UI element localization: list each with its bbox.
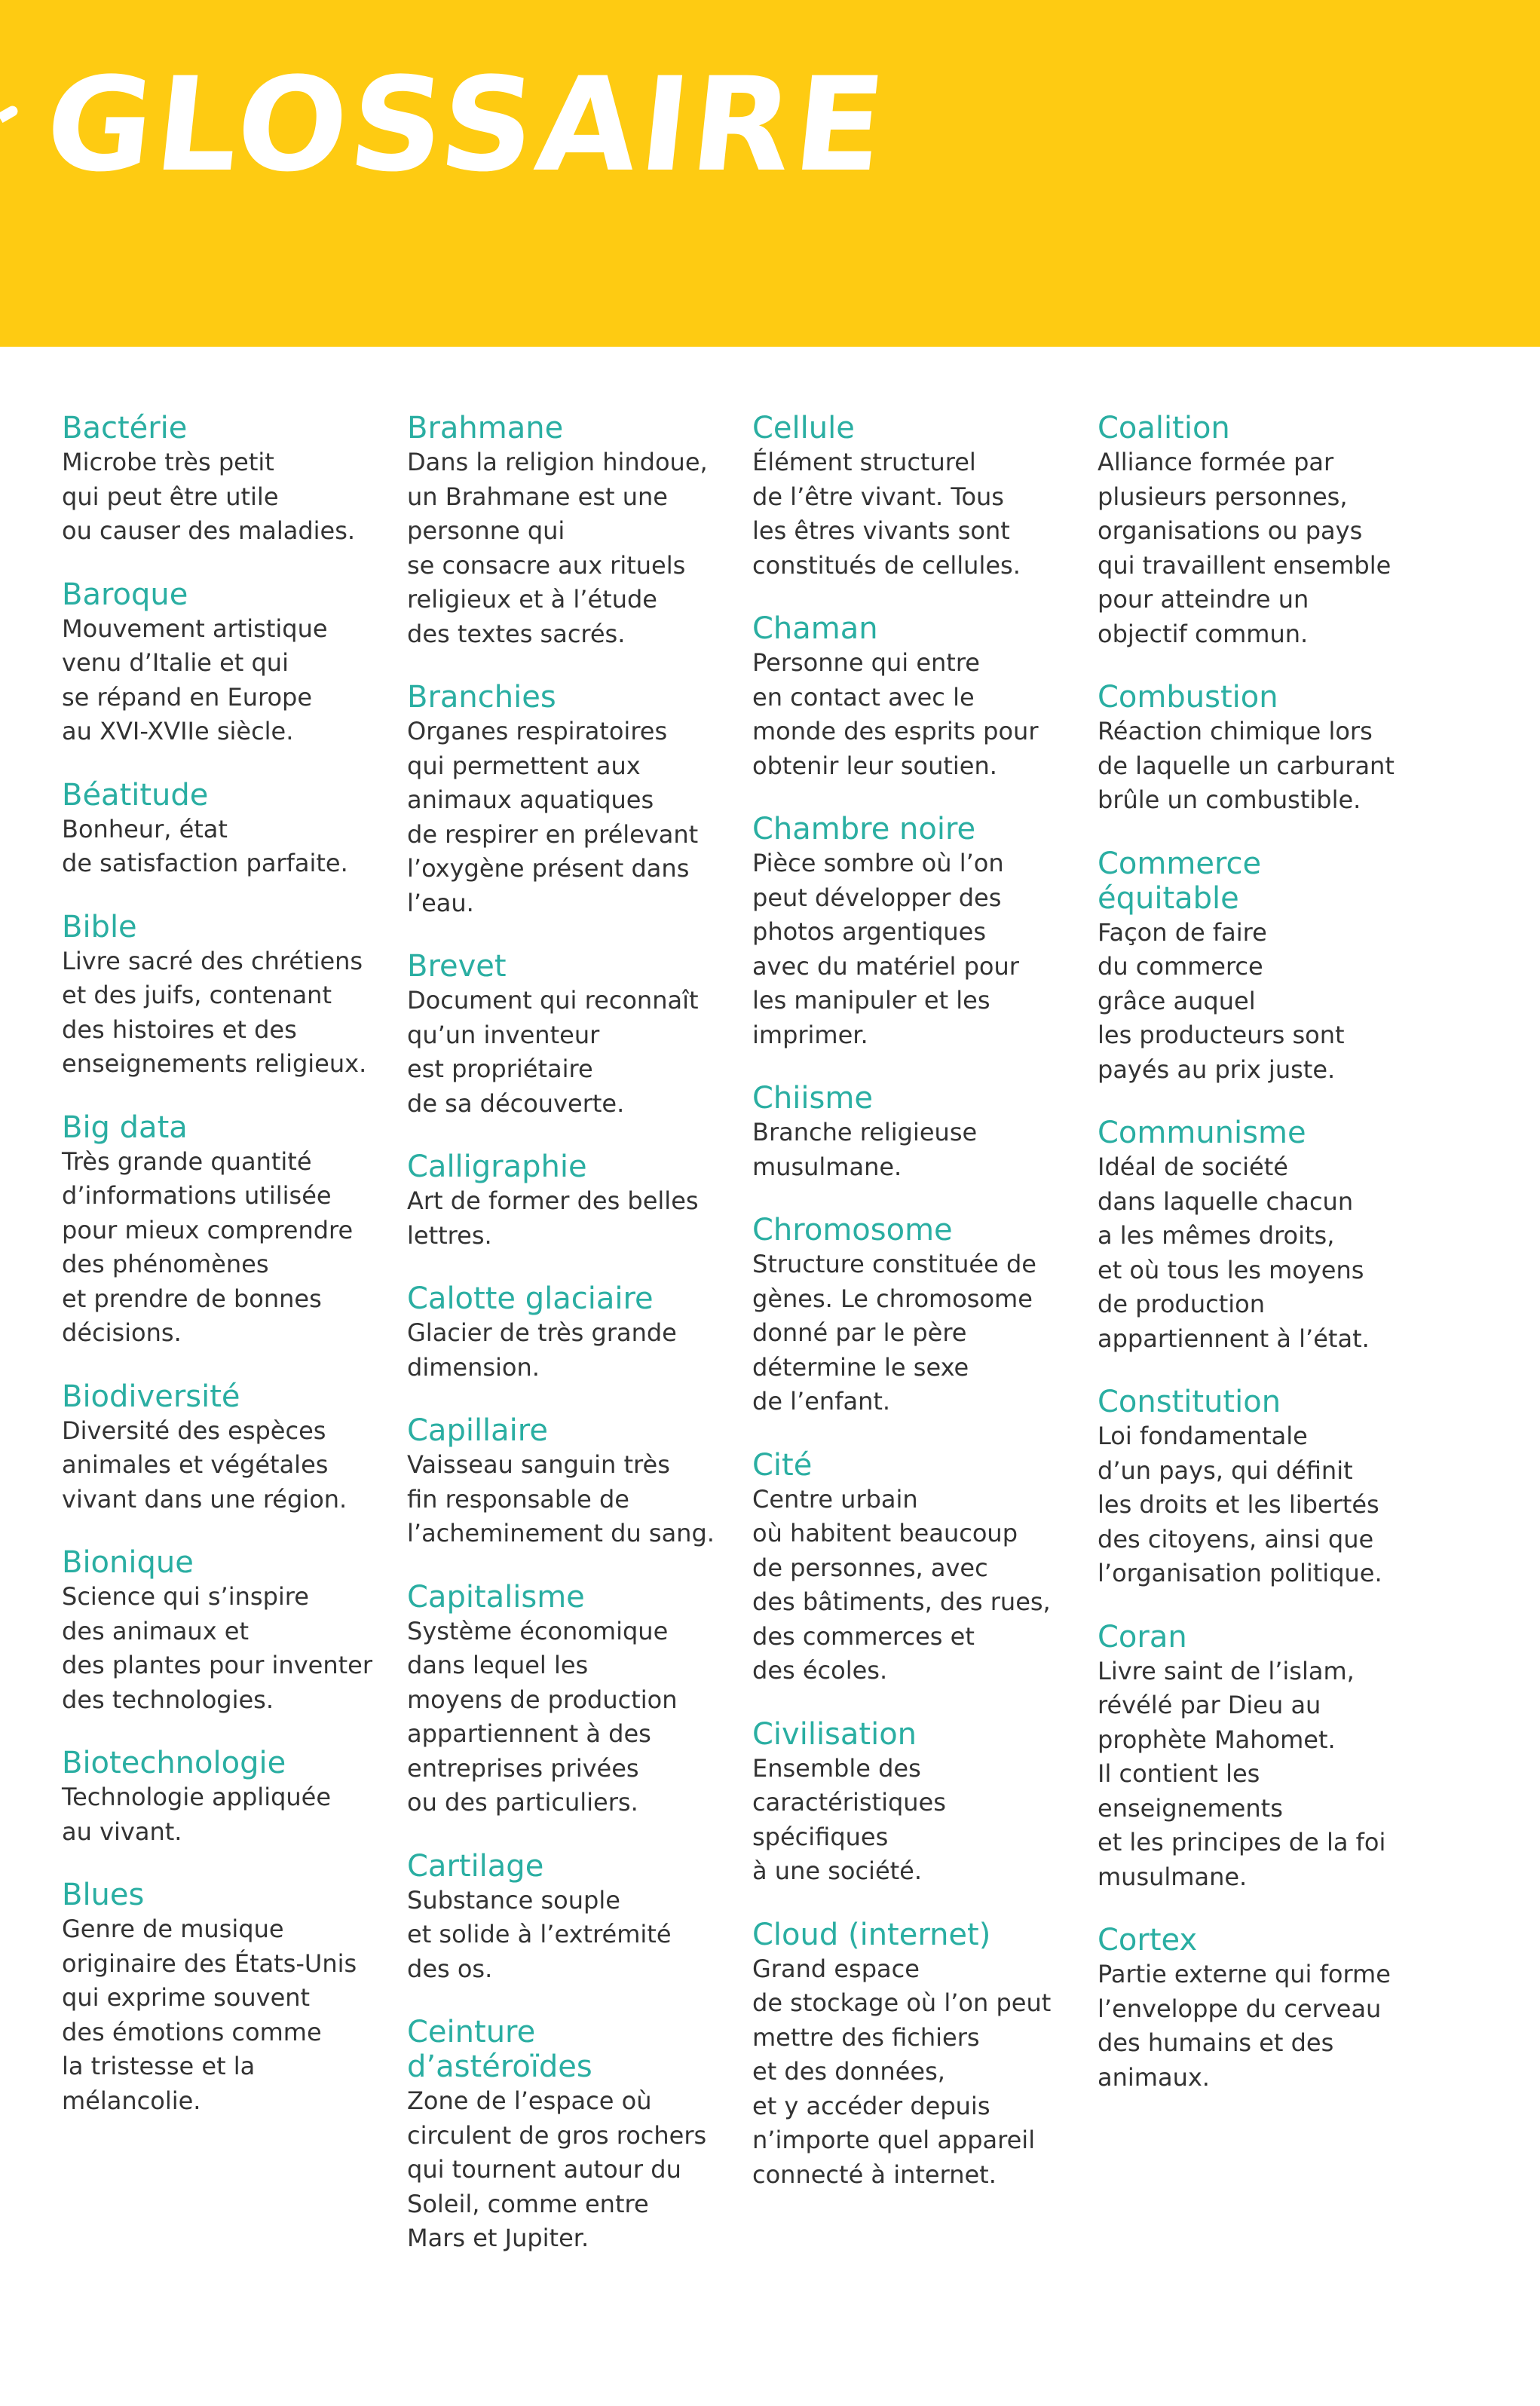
glossary-term: Brevet bbox=[407, 949, 507, 984]
glossary-definition: Bonheur, état de satisfaction parfaite. bbox=[62, 814, 348, 877]
glossary-column bbox=[62, 411, 386, 2147]
glossary-definition: Mouvement artistique venu d’Italie et qui se répand en Europe au XVI-XVIIe siècle. bbox=[62, 614, 328, 745]
glossary-definition: Alliance formée par plusieurs personnes, organisations ou pays qui travaillent ensemble pour atteindre un objectif commun. bbox=[1098, 448, 1392, 648]
glossary-entry bbox=[752, 1918, 1076, 2193]
glossary-definition: Système économique dans lequel les moyens de production appartiennent à des entreprises privées ou des particuliers. bbox=[407, 1616, 678, 1817]
glossary-entry bbox=[407, 680, 731, 920]
glossary-entry bbox=[407, 411, 731, 651]
glossary-term: Brahmane bbox=[407, 411, 564, 445]
glossary-term: Chaman bbox=[752, 611, 878, 646]
glossary-term: Communisme bbox=[1098, 1116, 1306, 1150]
glossary-definition: Substance souple et solide à l’extrémité des os. bbox=[407, 1885, 672, 1983]
glossary-definition: Pièce sombre où l’on peut développer des photos argentiques avec du matériel pour les manipuler et les imprimer. bbox=[752, 849, 1019, 1049]
glossary-term: Cloud (internet) bbox=[752, 1917, 991, 1952]
glossary-entry bbox=[1098, 1620, 1422, 1895]
glossary-definition: Vaisseau sanguin très fin responsable de l’acheminement du sang. bbox=[407, 1450, 715, 1547]
glossary-definition: Dans la religion hindoue, un Brahmane est une personne qui se consacre aux rituels religieux et à l’étude des textes sacrés. bbox=[407, 448, 708, 648]
glossary-term: Commerce équitable bbox=[1098, 846, 1262, 916]
glossary-column bbox=[407, 411, 731, 2285]
glossary-term: Branchies bbox=[407, 680, 556, 715]
glossary-term: Coalition bbox=[1098, 411, 1230, 445]
glossary-entry bbox=[407, 1849, 731, 1987]
glossary-term: Béatitude bbox=[62, 777, 209, 813]
glossary-entry bbox=[1098, 1923, 1422, 2095]
glossary-term: Constitution bbox=[1098, 1385, 1281, 1419]
glossary-definition: Partie externe qui forme l’enveloppe du cerveau des humains et des animaux. bbox=[1098, 1960, 1391, 2092]
glossary-definition: Art de former des belles lettres. bbox=[407, 1186, 699, 1250]
glossary-term: Bible bbox=[62, 909, 137, 944]
glossary-entry bbox=[62, 910, 386, 1082]
glossary-term: Capillaire bbox=[407, 1413, 548, 1448]
glossary-column bbox=[752, 411, 1076, 2221]
glossary-term: Cortex bbox=[1098, 1923, 1198, 1958]
glossary-term: Chromosome bbox=[752, 1213, 953, 1247]
glossary-definition: Grand espace de stockage où l’on peut mettre des fichiers et des données, et y accéder depuis n’importe quel appareil connecté à internet. bbox=[752, 1954, 1052, 2189]
glossary-entry bbox=[62, 1878, 386, 2118]
glossary-entry bbox=[407, 949, 731, 1121]
glossary-entry bbox=[62, 1379, 386, 1517]
glossary-definition: Genre de musique originaire des États-Unis qui exprime souvent des émotions comme la tristesse et la mélancolie. bbox=[62, 1915, 357, 2115]
header-banner bbox=[0, 0, 1540, 347]
glossary-entry bbox=[62, 411, 386, 549]
glossary-definition: Microbe très petit qui peut être utile ou causer des maladies. bbox=[62, 448, 356, 545]
glossary-term: Biotechnologie bbox=[62, 1746, 286, 1780]
glossary-columns bbox=[0, 411, 1540, 2386]
glossary-definition: Structure constituée de gènes. Le chromosome donné par le père détermine le sexe de l’enfant. bbox=[752, 1250, 1036, 1416]
glossary-definition: Zone de l’espace où circulent de gros rochers qui tournent autour du Soleil, comme entre Mars et Jupiter. bbox=[407, 2086, 707, 2252]
glossary-definition: Glacier de très grande dimension. bbox=[407, 1318, 677, 1382]
glossary-entry bbox=[752, 411, 1076, 583]
glossary-definition: Organes respiratoires qui permettent aux animaux aquatiques de respirer en prélevant l’oxygène présent dans l’eau. bbox=[407, 717, 699, 917]
glossary-entry bbox=[752, 812, 1076, 1052]
glossary-definition: Réaction chimique lors de laquelle un carburant brûle un combustible. bbox=[1098, 717, 1395, 814]
glossary-term: Big data bbox=[62, 1110, 188, 1145]
glossary-term: Chambre noire bbox=[752, 812, 976, 846]
glossary-entry bbox=[752, 611, 1076, 783]
glossary-definition: Élément structurel de l’être vivant. Tous les êtres vivants sont constitués de cellules. bbox=[752, 448, 1021, 580]
glossary-term: Capitalisme bbox=[407, 1579, 585, 1615]
glossary-term: Bactérie bbox=[62, 411, 188, 445]
glossary-entry bbox=[407, 1281, 731, 1385]
glossary-definition: Ensemble des caractéristiques spécifiques à une société. bbox=[752, 1753, 946, 1885]
glossary-term: Chiisme bbox=[752, 1081, 873, 1116]
glossary-term: Blues bbox=[62, 1878, 145, 1912]
glossary-entry bbox=[1098, 680, 1422, 818]
glossary-definition: Idéal de société dans laquelle chacun a les mêmes droits, et où tous les moyens de production appartiennent à l’état. bbox=[1098, 1152, 1370, 1353]
glossary-entry bbox=[752, 1717, 1076, 1889]
glossary-term: Coran bbox=[1098, 1619, 1187, 1655]
glossary-definition: Centre urbain où habitent beaucoup de personnes, avec des bâtiments, des rues, des commerces et des écoles. bbox=[752, 1484, 1051, 1685]
glossary-definition: Livre sacré des chrétiens et des juifs, contenant des histoires et des enseignements religieux. bbox=[62, 946, 367, 1078]
glossary-entry bbox=[62, 1746, 386, 1849]
glossary-entry bbox=[1098, 1116, 1422, 1356]
glossary-column bbox=[1098, 411, 1422, 2123]
glossary-term: Bionique bbox=[62, 1545, 194, 1580]
glossary-definition: Science qui s’inspire des animaux et des plantes pour inventer des technologies. bbox=[62, 1582, 372, 1714]
glossary-term: Cité bbox=[752, 1447, 813, 1483]
glossary-definition: Personne qui entre en contact avec le monde des esprits pour obtenir leur soutien. bbox=[752, 648, 1039, 780]
glossary-entry bbox=[752, 1448, 1076, 1688]
glossary-definition: Technologie appliquée au vivant. bbox=[62, 1783, 332, 1846]
glossary-definition: Document qui reconnaît qu’un inventeur est propriétaire de sa découverte. bbox=[407, 986, 699, 1118]
glossary-definition: Loi fondamentale d’un pays, qui définit les droits et les libertés des citoyens, ainsi que l’organisation politique. bbox=[1098, 1422, 1382, 1587]
decorative-dash bbox=[0, 104, 20, 123]
page-title: GLOSSAIRE bbox=[38, 49, 895, 200]
glossary-entry bbox=[1098, 846, 1422, 1088]
glossary-entry bbox=[407, 1580, 731, 1820]
glossary-term: Ceinture d’astéroïdes bbox=[407, 2015, 592, 2084]
glossary-entry bbox=[62, 778, 386, 881]
glossary-entry bbox=[407, 1149, 731, 1253]
glossary-term: Combustion bbox=[1098, 680, 1278, 715]
glossary-entry bbox=[407, 2015, 731, 2256]
glossary-term: Calotte glaciaire bbox=[407, 1281, 654, 1316]
glossary-term: Biodiversité bbox=[62, 1379, 240, 1414]
glossary-entry bbox=[62, 1545, 386, 1717]
glossary-entry bbox=[752, 1213, 1076, 1419]
glossary-term: Calligraphie bbox=[407, 1149, 587, 1184]
glossary-entry bbox=[1098, 411, 1422, 651]
glossary-definition: Diversité des espèces animales et végétales vivant dans une région. bbox=[62, 1416, 347, 1514]
glossary-entry bbox=[1098, 1385, 1422, 1591]
glossary-entry bbox=[752, 1081, 1076, 1184]
glossary-term: Cellule bbox=[752, 411, 855, 445]
glossary-term: Baroque bbox=[62, 577, 188, 612]
glossary-entry bbox=[407, 1413, 731, 1551]
glossary-term: Cartilage bbox=[407, 1848, 544, 1884]
glossary-entry bbox=[62, 577, 386, 749]
glossary-entry bbox=[62, 1110, 386, 1351]
glossary-definition: Façon de faire du commerce grâce auquel les producteurs sont payés au prix juste. bbox=[1098, 917, 1345, 1084]
glossary-definition: Très grande quantité d’informations utilisée pour mieux comprendre des phénomènes et prendre de bonnes décisions. bbox=[62, 1146, 354, 1347]
glossary-definition: Livre saint de l’islam, révélé par Dieu au prophète Mahomet. Il contient les enseignements et les principes de la foi musulmane. bbox=[1098, 1656, 1386, 1891]
glossary-definition: Branche religieuse musulmane. bbox=[752, 1118, 978, 1181]
glossary-term: Civilisation bbox=[752, 1716, 917, 1752]
